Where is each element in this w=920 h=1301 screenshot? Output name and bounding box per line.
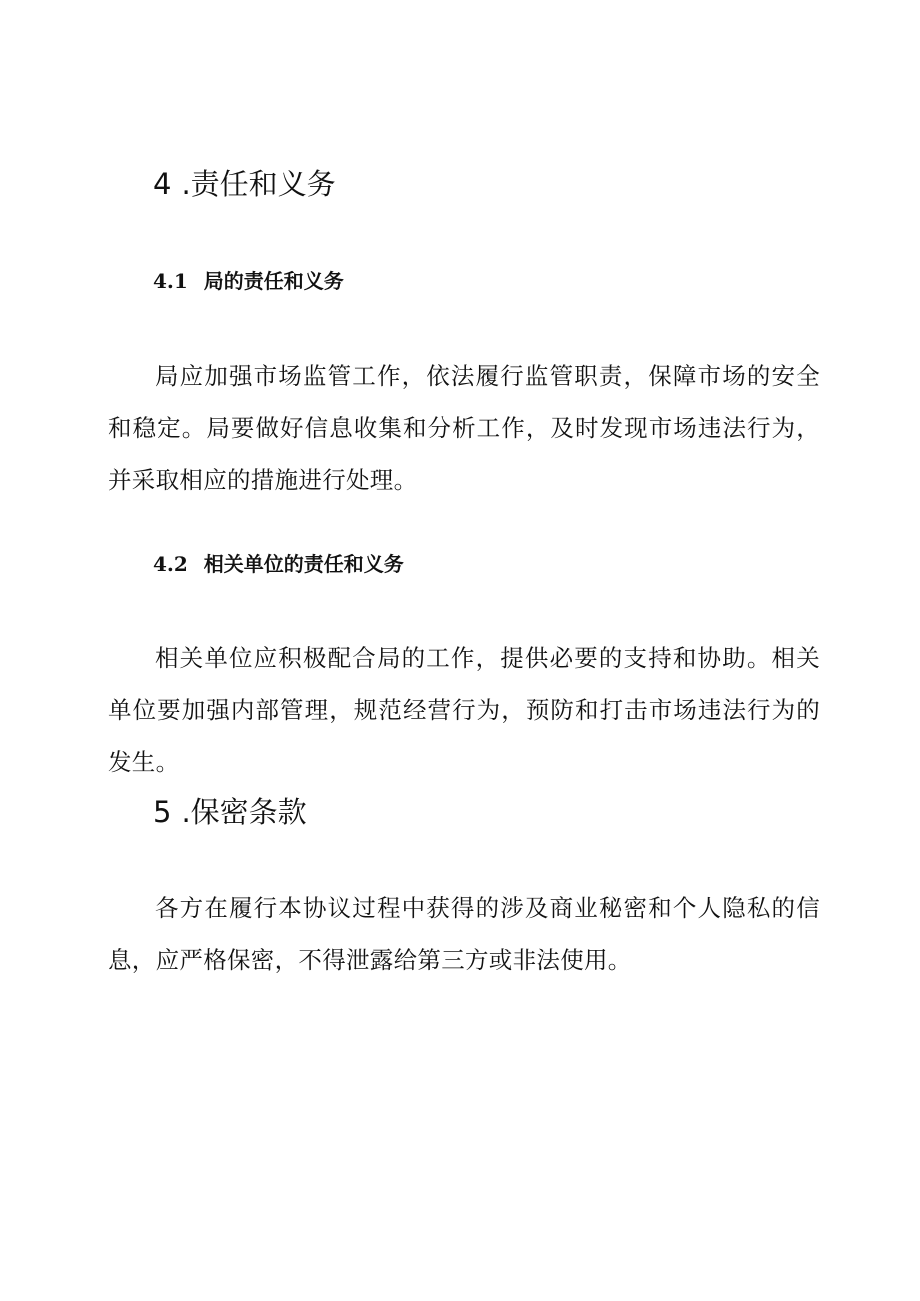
subsection-number: 4.2 <box>153 552 188 576</box>
section-number: 5 <box>153 795 172 829</box>
subsection-4-2-heading <box>153 550 404 578</box>
subsection-4-2-paragraph: 相关单位应积极配合局的工作，提供必要的支持和协助。相关单位要加强内部管理，规范经营行为，预防和打击市场违法行为的发生。 <box>108 644 820 776</box>
section-4-heading <box>153 166 336 202</box>
subsection-number: 4.1 <box>153 269 188 293</box>
section-title: .责任和义务 <box>181 167 336 201</box>
section-number: 4 <box>153 167 172 201</box>
subsection-title: 相关单位的责任和义务 <box>203 552 404 576</box>
section-title: .保密条款 <box>181 795 307 829</box>
section-5-heading <box>153 794 307 830</box>
subsection-title: 局的责任和义务 <box>203 269 344 293</box>
section-5-paragraph: 各方在履行本协议过程中获得的涉及商业秘密和个人隐私的信息，应严格保密，不得泄露给第三方或非法使用。 <box>108 894 820 974</box>
subsection-4-1-heading <box>153 267 344 295</box>
subsection-4-1-paragraph: 局应加强市场监管工作，依法履行监管职责，保障市场的安全和稳定。局要做好信息收集和分析工作，及时发现市场违法行为，并采取相应的措施进行处理。 <box>108 362 820 494</box>
